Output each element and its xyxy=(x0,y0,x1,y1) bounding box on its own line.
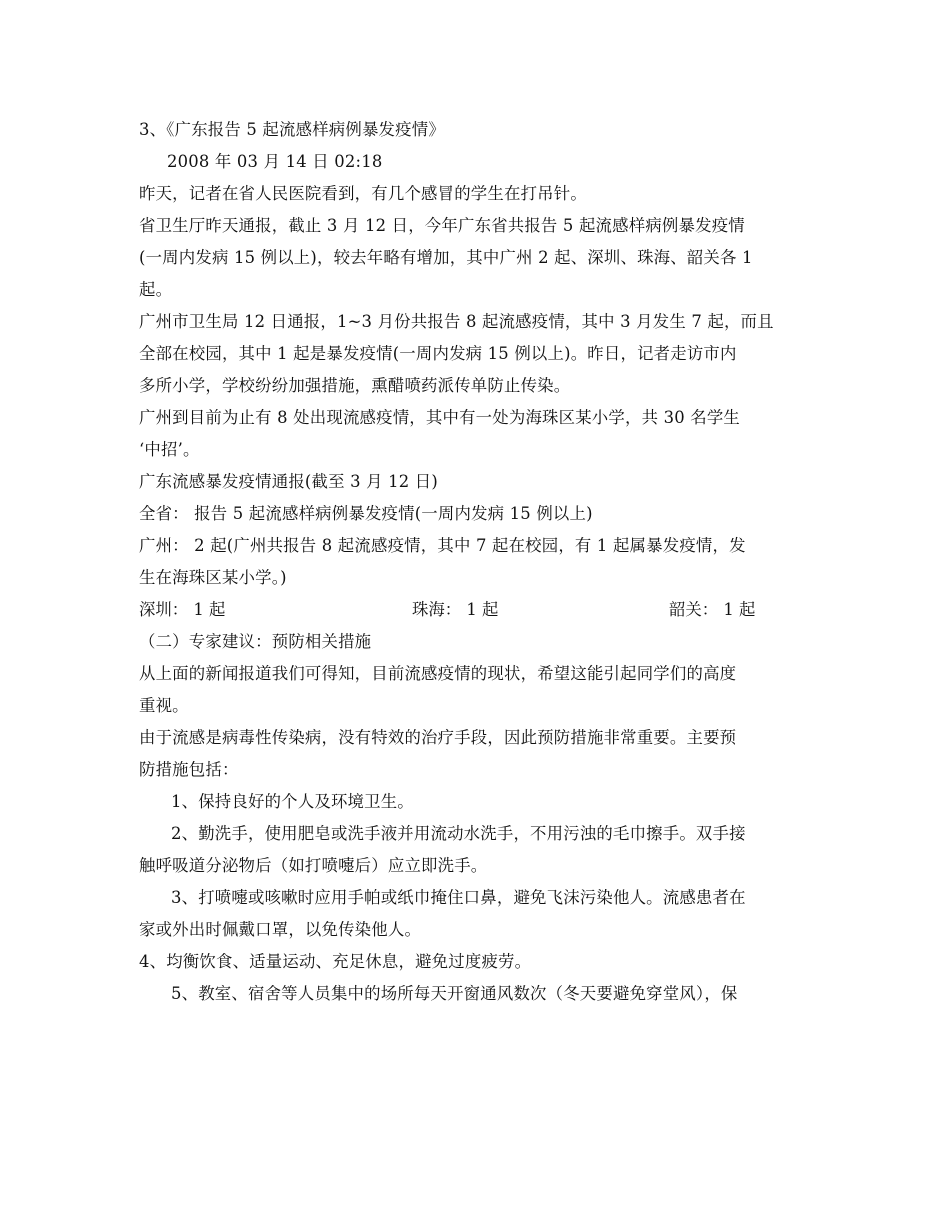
bulletin-cities-row xyxy=(139,594,819,626)
document-body xyxy=(139,114,819,1010)
bulletin-province: 全省： 报告 5 起流感样病例暴发疫情(一周内发病 15 例以上) xyxy=(139,504,593,523)
paragraph-2-line-1: 省卫生厅昨天通报，截止 3 月 12 日，今年广东省共报告 5 起流感样病例暴发疫情 xyxy=(139,216,745,235)
paragraph-4-line-1: 广州到目前为止有 8 处出现流感疫情，其中有一处为海珠区某小学，共 30 名学生 xyxy=(139,408,741,427)
paragraph-5-line-2: 重视。 xyxy=(139,696,189,715)
measure-4: 4、均衡饮食、适量运动、充足休息，避免过度疲劳。 xyxy=(139,952,532,971)
measure-2-line-1: 2、勤洗手，使用肥皂或洗手液并用流动水洗手，不用污浊的毛巾擦手。双手接 xyxy=(171,824,746,843)
paragraph-5-line-1: 从上面的新闻报道我们可得知，目前流感疫情的现状，希望这能引起同学们的高度 xyxy=(139,664,737,683)
paragraph-3-line-2: 全部在校园，其中 1 起是暴发疫情(一周内发病 15 例以上)。昨日，记者走访市内 xyxy=(139,344,737,363)
article-date: 2008 年 03 月 14 日 02:18 xyxy=(167,152,383,171)
measure-3-line-2: 家或外出时佩戴口罩，以免传染他人。 xyxy=(139,920,422,939)
bulletin-shaoguan: 韶关： 1 起 xyxy=(669,600,756,619)
bulletin-zhuhai: 珠海： 1 起 xyxy=(412,600,499,619)
measure-1: 1、保持良好的个人及环境卫生。 xyxy=(171,792,414,811)
paragraph-3-line-3: 多所小学，学校纷纷加强措施，熏醋喷药派传单防止传染。 xyxy=(139,376,571,395)
measure-3-line-1: 3、打喷嚏或咳嗽时应用手帕或纸巾掩住口鼻，避免飞沫污染他人。流感患者在 xyxy=(171,888,746,907)
section-heading: （二）专家建议：预防相关措施 xyxy=(139,632,372,651)
paragraph-6-line-1: 由于流感是病毒性传染病，没有特效的治疗手段，因此预防措施非常重要。主要预 xyxy=(139,728,737,747)
paragraph-2-line-3: 起。 xyxy=(139,280,173,299)
measure-5: 5、教室、宿舍等人员集中的场所每天开窗通风数次（冬天要避免穿堂风），保 xyxy=(171,984,738,1003)
bulletin-guangzhou-line-1: 广州： 2 起(广州共报告 8 起流感疫情，其中 7 起在校园，有 1 起属暴发疫情，发 xyxy=(139,536,746,555)
bulletin-title: 广东流感暴发疫情通报(截至 3 月 12 日) xyxy=(139,472,438,491)
article-title: 3、《广东报告 5 起流感样病例暴发疫情》 xyxy=(139,120,445,139)
paragraph-1: 昨天，记者在省人民医院看到，有几个感冒的学生在打吊针。 xyxy=(139,184,587,203)
paragraph-6-line-2: 防措施包括： xyxy=(139,760,239,779)
paragraph-4-line-2: ‘中招’。 xyxy=(139,440,200,459)
bulletin-guangzhou-line-2: 生在海珠区某小学。) xyxy=(139,568,287,587)
measure-2-line-2: 触呼吸道分泌物后（如打喷嚏后）应立即洗手。 xyxy=(139,856,488,875)
bulletin-shenzhen: 深圳： 1 起 xyxy=(139,600,226,619)
paragraph-2-line-2: (一周内发病 15 例以上)，较去年略有增加，其中广州 2 起、深圳、珠海、韶关各 1 xyxy=(139,248,753,267)
paragraph-3-line-1: 广州市卫生局 12 日通报，1~3 月份共报告 8 起流感疫情，其中 3 月发生 7 起，而且 xyxy=(139,312,774,331)
